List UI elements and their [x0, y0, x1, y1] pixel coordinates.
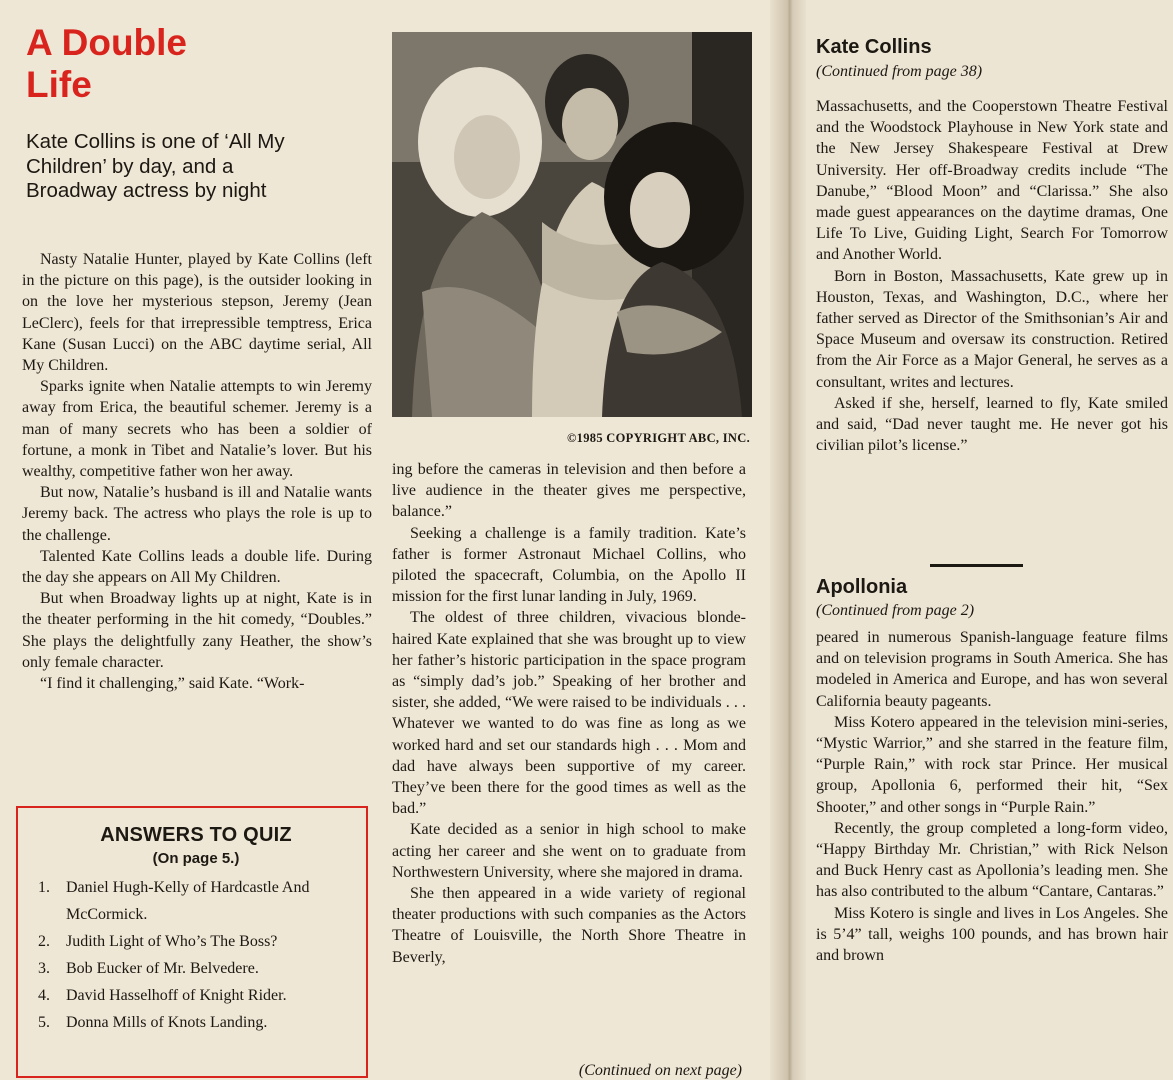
quiz-heading: ANSWERS TO QUIZ	[100, 824, 292, 846]
quiz-answers-box	[16, 806, 368, 1078]
kate-collins-continued-note: (Continued from page 38)	[816, 63, 983, 80]
apollonia-continued-column	[816, 627, 1168, 966]
kate-collins-heading: Kate Collins	[816, 36, 932, 58]
quiz-subheading: (On page 5.)	[152, 850, 240, 867]
list-item	[38, 955, 354, 982]
paragraph: Recently, the group completed a long-form video, “Happy Birthday Mr. Christian,” with Rick Nelson and Buck Henry cast as Apollonia’s leading men. She has also contributed to the album “Cantare, Cantaras.”	[816, 819, 1168, 901]
paragraph: She then appeared in a wide variety of regional theater productions with such companies as the Actors Theatre of Louisville, the North Shore Theatre in Beverly,	[392, 885, 746, 966]
list-item	[38, 982, 354, 1009]
apollonia-heading: Apollonia	[816, 576, 908, 598]
photo-credit: ©1985 COPYRIGHT ABC, INC.	[567, 431, 750, 445]
article-title-line-1: A Double	[26, 22, 188, 63]
apollonia-continued-note: (Continued from page 2)	[816, 602, 975, 619]
list-item-text: Daniel Hugh-Kelly of Hardcastle And McCormick.	[66, 879, 310, 923]
paragraph: Nasty Natalie Hunter, played by Kate Collins (left in the picture on this page), is the outsider looking in on the love her mysterious stepson, Jeremy (Jean LeClerc), feels for that irrepressible temptress, Erica Kane (Susan Lucci) on the ABC daytime serial, All My Children.	[22, 251, 372, 375]
paragraph: Talented Kate Collins leads a double life. During the day she appears on All My Children.	[22, 547, 372, 587]
paragraph: peared in numerous Spanish-language feature films and on television programs in South America. She has modeled in America and Europe, and has won several California beauty pageants.	[816, 629, 1168, 710]
kate-collins-continued-column	[816, 96, 1168, 456]
article-column-2	[392, 459, 746, 968]
paragraph: Massachusetts, and the Cooperstown Theatre Festival and the Woodstock Playhouse in New York state and the New Jersey Shakespeare Festival at Drew University. Her off-Broadway credits include “The Danube,” “Blood Moon” and “Clarissa.” She also made guest appearances on the daytime dramas, One Life To Live, Guiding Light, Search For Tomorrow and Another World.	[816, 98, 1168, 264]
article-subtitle: Kate Collins is one of ‘All My Children’ by day, and a Broadway actress by night	[26, 130, 285, 203]
list-item-number: 3.	[38, 960, 50, 977]
article-column-1	[22, 249, 372, 694]
cast-photo	[392, 32, 752, 417]
paragraph: Seeking a challenge is a family tradition. Kate’s father is former Astronaut Michael Collins, who piloted the spacecraft, Columbia, on the Apollo II mission for the first lunar landing in July, 1969.	[392, 524, 746, 606]
list-item-text: Judith Light of Who’s The Boss?	[66, 933, 278, 950]
paragraph: The oldest of three children, vivacious blonde-haired Kate explained that she was brought up to view her father’s historic participation in the space program as “simply dad’s job.” Speaking of her brother and sister, she added, “We were raised to be individuals . . . Whatever we wanted to do was fine as long as we worked hard and set our standards high . . . Mom and dad have always been supportive of my career. They’ve been there for the good times as well as the bad.”	[392, 609, 746, 818]
paragraph: “I find it challenging,” said Kate. “Work-	[40, 675, 305, 693]
paragraph: Miss Kotero appeared in the television mini-series, “Mystic Warrior,” and she starred in the feature film, “Purple Rain,” with rock star Prince. Her musical group, Apollonia 6, performed their hit, “Sex Shooter,” and other songs in “Purple Rain.”	[816, 713, 1168, 816]
cast-photo-illustration	[392, 32, 752, 417]
article-title-line-2: Life	[26, 64, 92, 105]
paragraph: But now, Natalie’s husband is ill and Natalie wants Jeremy back. The actress who plays the role is up to the challenge.	[22, 484, 372, 544]
page-gutter	[770, 0, 808, 1080]
paragraph: ing before the cameras in television and then before a live audience in the theater gives me perspective, balance.”	[392, 461, 746, 521]
paragraph: But when Broadway lights up at night, Kate is in the theater performing in the hit comedy, “Doubles.” She plays the delightfully zany Heather, the show’s only female character.	[22, 590, 372, 671]
list-item-number: 5.	[38, 1014, 50, 1031]
quiz-answer-list	[38, 874, 354, 1036]
paragraph: Kate decided as a senior in high school to make acting her career and she went on to graduate from Northwestern University, where she majored in drama.	[392, 821, 746, 881]
continued-next-page: (Continued on next page)	[578, 1062, 742, 1079]
paragraph: Asked if she, herself, learned to fly, Kate smiled and said, “Dad never taught me. He never got his civilian pilot’s license.”	[816, 394, 1168, 455]
paragraph: Sparks ignite when Natalie attempts to win Jeremy away from Erica, the beautiful schemer. Jeremy is a man of many secrets who has been a soldier of fortune, a monk in Tibet and Natalie’s lover. But his wealthy, competitive father won her away.	[22, 378, 372, 481]
list-item	[38, 928, 354, 955]
list-item-number: 2.	[38, 933, 50, 950]
article-title	[26, 22, 386, 106]
paragraph: Miss Kotero is single and lives in Los Angeles. She is 5’4” tall, weighs 100 pounds, and has brown hair and brown	[816, 904, 1168, 965]
section-divider	[930, 564, 1023, 567]
list-item-text: Bob Eucker of Mr. Belvedere.	[66, 960, 259, 977]
list-item-text: David Hasselhoff of Knight Rider.	[66, 987, 287, 1004]
list-item	[38, 1009, 354, 1036]
list-item-number: 4.	[38, 987, 50, 1004]
list-item-number: 1.	[38, 879, 50, 896]
paragraph: Born in Boston, Massachusetts, Kate grew up in Houston, Texas, and Washington, D.C., where her father served as Director of the Smithsonian’s Air and Space Museum and oversaw its construction. Retired from the Air Force as a Major General, he serves as a consultant, writes and lectures.	[816, 267, 1168, 391]
list-item-text: Donna Mills of Knots Landing.	[66, 1014, 268, 1031]
list-item	[38, 874, 354, 928]
